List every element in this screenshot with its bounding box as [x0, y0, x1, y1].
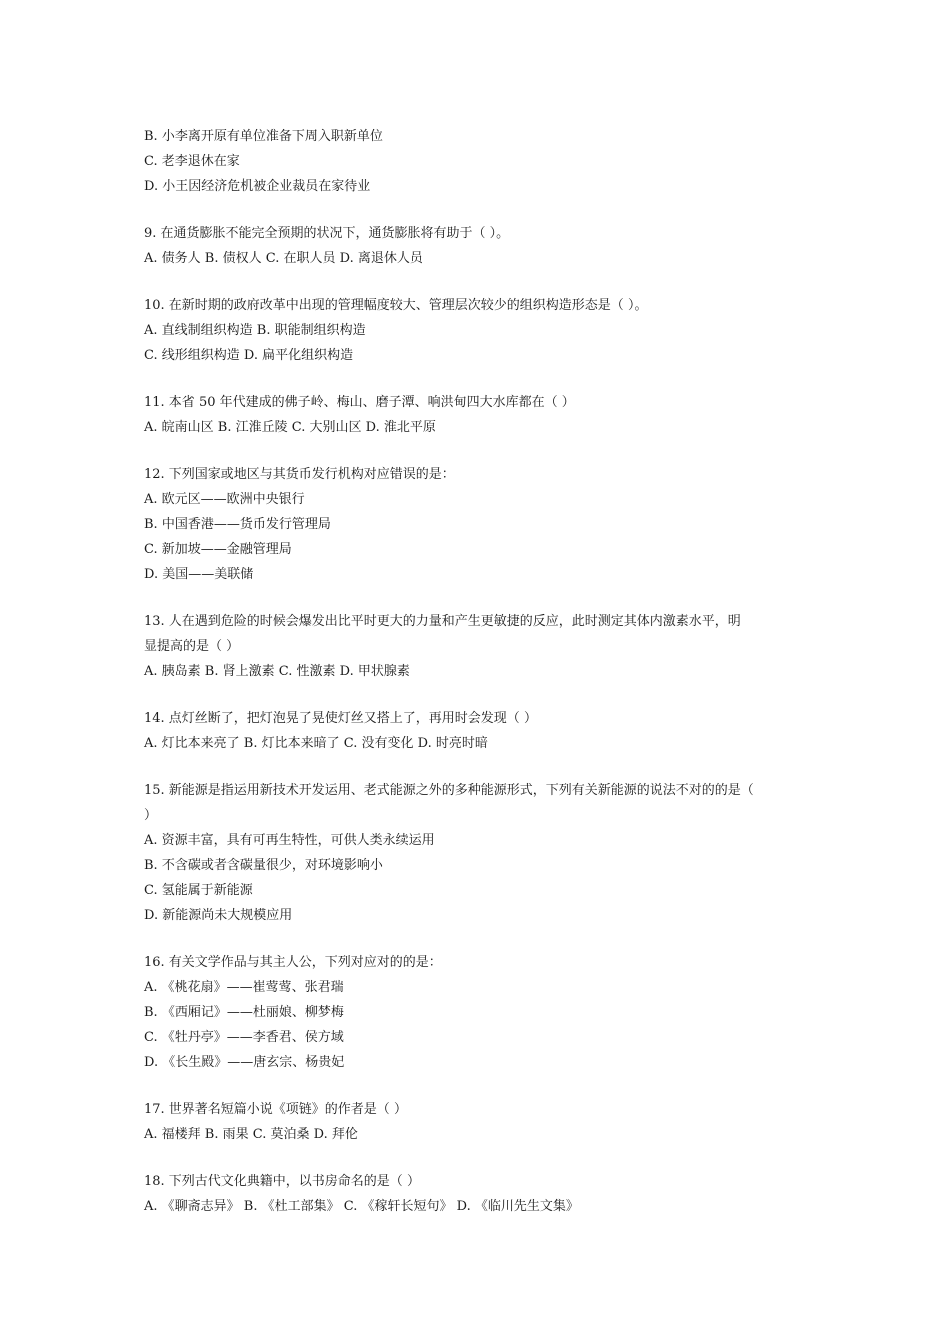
option-line: A. 直线制组织构造 B. 职能制组织构造 — [144, 323, 366, 338]
question-stem: 13. 人在遇到危险的时候会爆发出比平时更大的力量和产生更敏捷的反应，此时测定其体内激素水平，明 — [144, 614, 741, 629]
question-spacer — [144, 271, 814, 293]
option-line: A. 资源丰富，具有可再生特性，可供人类永续运用 — [144, 833, 435, 848]
option-line: A. 《聊斋志异》 B. 《杜工部集》 C. 《稼轩长短句》 D. 《临川先生文集》 — [144, 1199, 579, 1214]
option-line: A. 胰岛素 B. 肾上激素 C. 性激素 D. 甲状腺素 — [144, 664, 410, 679]
question-block — [144, 778, 814, 928]
question-spacer — [144, 1147, 814, 1169]
question-stem: 10. 在新时期的政府改革中出现的管理幅度较大、管理层次较少的组织构造形态是（ ）。 — [144, 298, 648, 313]
option-line: C. 氢能属于新能源 — [144, 883, 253, 898]
option-line: B. 中国香港——货币发行管理局 — [144, 517, 331, 532]
question-stem: 显提高的是（ ） — [144, 639, 240, 654]
question-block — [144, 390, 814, 440]
question-stem: 16. 有关文学作品与其主人公，下列对应对的的是： — [144, 955, 442, 970]
option-line: D. 美国——美联储 — [144, 567, 254, 582]
option-line: A. 福楼拜 B. 雨果 C. 莫泊桑 D. 拜伦 — [144, 1127, 358, 1142]
question-block — [144, 706, 814, 756]
question-stem: 12. 下列国家或地区与其货币发行机构对应错误的是： — [144, 467, 455, 482]
option-line: B. 《西厢记》——杜丽娘、柳梦梅 — [144, 1005, 344, 1020]
question-block — [144, 1169, 814, 1219]
option-line: C. 新加坡——金融管理局 — [144, 542, 292, 557]
question-spacer — [144, 440, 814, 462]
option-line: A. 欧元区——欧洲中央银行 — [144, 492, 305, 507]
question-spacer — [144, 928, 814, 950]
option-line: A. 债务人 B. 债权人 C. 在职人员 D. 离退休人员 — [144, 251, 423, 266]
document-page — [144, 124, 814, 1219]
option-line: C. 《牡丹亭》——李香君、侯方域 — [144, 1030, 344, 1045]
question-stem: 15. 新能源是指运用新技术开发运用、老式能源之外的多种能源形式，下列有关新能源的说法不对的的是（ — [144, 783, 754, 798]
option-line: B. 小李离开原有单位准备下周入职新单位 — [144, 129, 383, 144]
question-block — [144, 462, 814, 587]
option-line: A. 灯比本来亮了 B. 灯比本来暗了 C. 没有变化 D. 时亮时暗 — [144, 736, 488, 751]
option-line: D. 《长生殿》——唐玄宗、杨贵妃 — [144, 1055, 345, 1070]
question-stem: 11. 本省 50 年代建成的佛子岭、梅山、磨子潭、响洪甸四大水库都在（ ） — [144, 395, 575, 410]
question-block — [144, 221, 814, 271]
question-spacer — [144, 756, 814, 778]
option-line: C. 老李退休在家 — [144, 154, 240, 169]
question-spacer — [144, 684, 814, 706]
question-spacer — [144, 1075, 814, 1097]
question-stem: ） — [144, 808, 158, 823]
question-stem: 14. 点灯丝断了，把灯泡晃了晃使灯丝又搭上了，再用时会发现（ ） — [144, 711, 537, 726]
option-line: B. 不含碳或者含碳量很少，对环境影响小 — [144, 858, 383, 873]
question-block — [144, 609, 814, 684]
question-block — [144, 950, 814, 1075]
option-line: C. 线形组织构造 D. 扁平化组织构造 — [144, 348, 354, 363]
question-stem: 9. 在通货膨胀不能完全预期的状况下，通货膨胀将有助于（ ）。 — [144, 226, 510, 241]
option-line: D. 新能源尚未大规模应用 — [144, 908, 293, 923]
question-stem: 17. 世界著名短篇小说《项链》的作者是（ ） — [144, 1102, 407, 1117]
question-spacer — [144, 199, 814, 221]
question-block — [144, 293, 814, 368]
question-spacer — [144, 587, 814, 609]
question-block — [144, 1097, 814, 1147]
question-8-options — [144, 124, 814, 199]
question-spacer — [144, 368, 814, 390]
option-line: D. 小王因经济危机被企业裁员在家待业 — [144, 179, 371, 194]
question-stem: 18. 下列古代文化典籍中，以书房命名的是（ ） — [144, 1174, 420, 1189]
question-list — [144, 199, 814, 1219]
option-line: A. 皖南山区 B. 江淮丘陵 C. 大别山区 D. 淮北平原 — [144, 420, 436, 435]
option-line: A. 《桃花扇》——崔莺莺、张君瑞 — [144, 980, 344, 995]
